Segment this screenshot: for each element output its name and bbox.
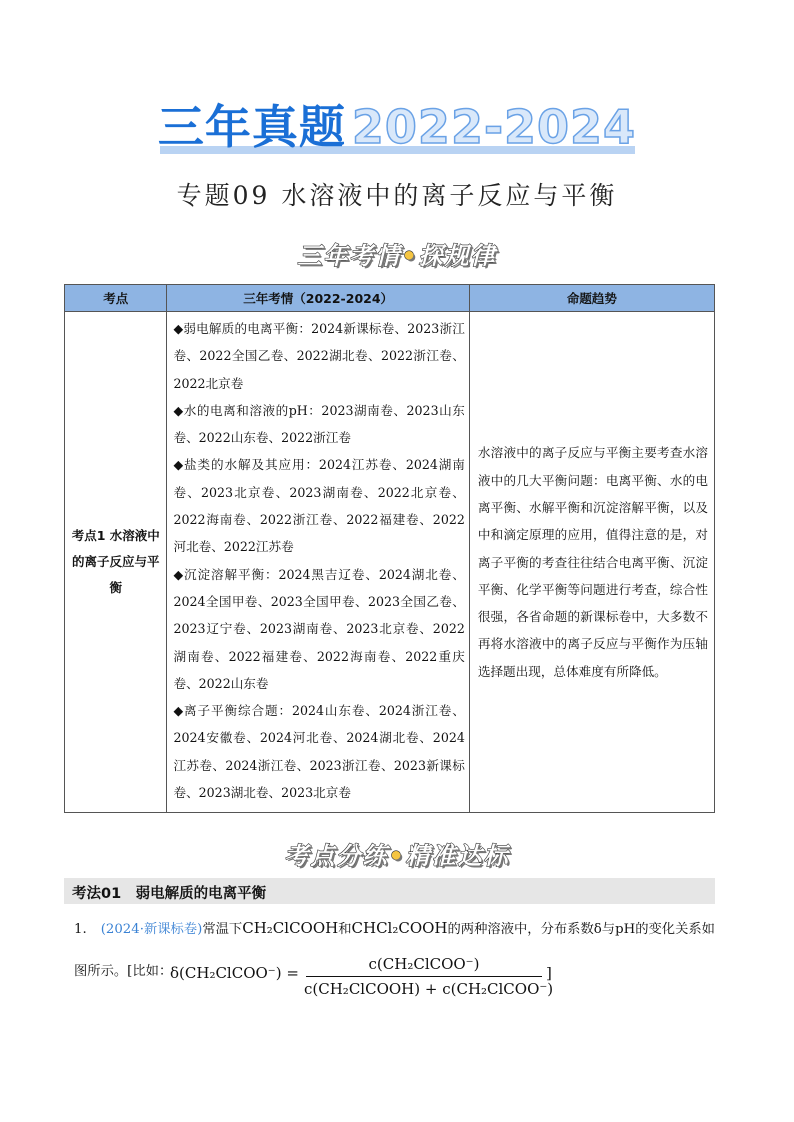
topic-cell: 考点1 水溶液中的离子反应与平衡 xyxy=(65,312,167,813)
question-text-a: 常温下 xyxy=(202,922,243,937)
formula-fraction xyxy=(304,952,554,1001)
banner-main-text: 三年真题 xyxy=(157,100,346,154)
species-2: CHCl₂COOH xyxy=(351,919,448,937)
section-heading-dot: • xyxy=(401,242,419,270)
banner xyxy=(0,100,794,154)
section-heading-right: 探规律 xyxy=(418,242,497,270)
header-topic: 考点 xyxy=(65,285,167,312)
question-text-c: 的两种溶液中，分布系数δ与pH的变化关系如 xyxy=(447,922,715,937)
species-1: CH₂ClCOOH xyxy=(242,919,339,937)
table-header-row xyxy=(65,285,715,312)
method-label: 考法01 弱电解质的电离平衡 xyxy=(72,886,267,902)
situation-entry-water-ph: ◆水的电离和溶液的pH：2023湖南卷、2023山东卷、2022山东卷、2022浙江卷 xyxy=(173,402,465,446)
situation-entry-precipitation: ◆沉淀溶解平衡：2024黑吉辽卷、2024湖北卷、2024全国甲卷、2023全国甲卷、2023全国乙卷、2023辽宁卷、2023湖南卷、2023北京卷、2022湖南卷、2022福建卷、2022海南卷、2022重庆卷、2022山东卷 xyxy=(173,566,465,691)
banner-title xyxy=(158,100,636,154)
subject-title: 专题09 水溶液中的离子反应与平衡 xyxy=(176,181,618,210)
question-number: 1. xyxy=(74,922,87,937)
section-heading-left: 考点分练 xyxy=(284,842,389,870)
section-heading-dot: • xyxy=(388,842,406,870)
section-heading-left: 三年考情 xyxy=(297,242,402,270)
question-source: (2024·新课标卷) xyxy=(100,922,203,937)
banner-years-text: 2022-2024 xyxy=(351,100,637,154)
question-line-2: 图所示。[比如： xyxy=(74,964,173,979)
question-text-b: 和 xyxy=(338,922,352,937)
situation-entry-ionization: ◆弱电解质的电离平衡：2024新课标卷、2023浙江卷、2022全国乙卷、2022湖北卷、2022浙江卷、2022北京卷 xyxy=(173,321,465,391)
header-trend: 命题趋势 xyxy=(469,285,714,312)
section-heading-right: 精准达标 xyxy=(405,842,510,870)
situation-cell xyxy=(167,312,469,813)
table-row xyxy=(65,312,715,813)
trend-cell: 水溶液中的离子反应与平衡主要考查水溶液中的几大平衡问题：电离平衡、水的电离平衡、水解平衡和沉淀溶解平衡，以及中和滴定原理的应用，值得注意的是，对离子平衡的考查往往结合电离平衡、沉淀平衡、化学平衡等问题进行考查，综合性很强，各省命题的新课标卷中，大多数不再将水溶液中的离子反应与平衡作为压轴选择题出现，总体难度有所降低。 xyxy=(469,312,714,813)
formula-numerator: c(CH₂ClCOO⁻) xyxy=(368,955,480,973)
formula-denominator: c(CH₂ClCOOH) + c(CH₂ClCOO⁻) xyxy=(304,980,554,998)
formula-close-bracket: ] xyxy=(546,964,552,982)
section-heading-trends xyxy=(0,236,794,271)
question-1 xyxy=(74,918,724,940)
section-heading-practice xyxy=(0,836,794,871)
situation-entry-comprehensive: ◆离子平衡综合题：2024山东卷、2024浙江卷、2024安徽卷、2024河北卷、2024湖北卷、2024江苏卷、2024浙江卷、2023浙江卷、2023新课标卷、2023湖北卷、2023北京卷 xyxy=(173,703,465,801)
exam-summary-table xyxy=(64,284,715,813)
formula-lhs: δ(CH₂ClCOO⁻) = xyxy=(170,964,299,982)
header-situation: 三年考情（2022-2024） xyxy=(167,285,469,312)
situation-entry-hydrolysis: ◆盐类的水解及其应用：2024江苏卷、2024湖南卷、2023北京卷、2023湖南卷、2022北京卷、2022海南卷、2022浙江卷、2022福建卷、2022河北卷、2022江苏卷 xyxy=(173,457,465,555)
